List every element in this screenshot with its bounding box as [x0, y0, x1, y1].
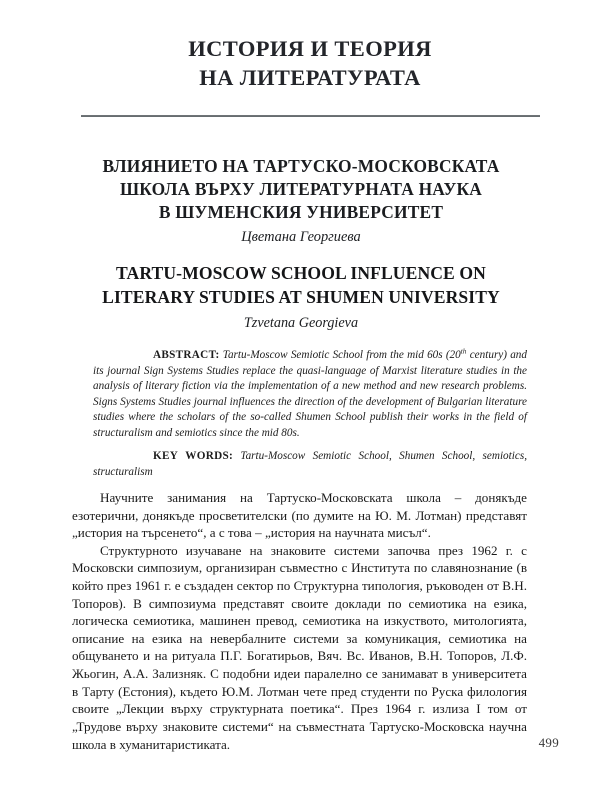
- keywords-paragraph: [93, 449, 527, 480]
- article-title-bulgarian-line-3: В ШУМЕНСКИЯ УНИВЕРСИТЕТ: [158, 202, 444, 223]
- abstract-paragraph: [93, 348, 527, 441]
- running-head-line-1: ИСТОРИЯ И ТЕОРИЯ: [188, 36, 432, 61]
- header-divider: [81, 115, 540, 117]
- body-paragraph-2: Структурното изучаване на знаковите системи започва през 1962 г. с Московски симпозиум, организиран съвместно с Института по славянознание (в който през 1961 г. е създаден сектор по Структурна типология, ръководен от В.Н. Топоров). В симпозиума представят своите доклади по семиотика на езика, логическа семиотика, машинен превод, семиотика на изкуството, митологията, описание на езика на невербалните системи за комуникация, семиотика на общуването и на ритуала П.Г. Богатирьов, Вяч. Вс. Иванов, В.Н. Топоров, Л.Ф. Жьогин, А.А. Зализняк. С подобни идеи паралелно се занимават в университета в Тарту (Естония), където Ю.М. Лотман чете пред студенти по Руска филология своите „Лекции върху структурната поетика“. През 1964 г. излиза I том от „Трудове върху знаковите системи“ на съвместната Тартуско-Московска научна школа в хуманитаристиката.: [72, 542, 527, 752]
- abstract-text-part-1: Tartu-Moscow Semiotic School from the mid 60s (20: [219, 349, 461, 361]
- article-body: [72, 489, 527, 753]
- page-number: 499: [538, 735, 559, 750]
- abstract-label: ABSTRACT:: [153, 349, 220, 361]
- abstract-text-part-2: century) and its journal Sign Systems Studies replace the quasi-language of Marxist literature studies in the analysis of literary fiction via the implementation of a new method and new research problems. Signs Systems Studies journal influences the direction of the development of Bulgarian literature studies where the scholars of the so-called Shumen School publish their works in the field of structuralism and semiotics since the mid 80s.: [93, 349, 527, 439]
- running-head-line-2: НА ЛИТЕРАТУРАТА: [199, 65, 421, 91]
- article-title-bulgarian-line-2: ШКОЛА ВЪРХУ ЛИТЕРАТУРНАТА НАУКА: [119, 179, 483, 200]
- author-name-english: Tzvetana Georgieva: [243, 315, 359, 331]
- article-title-english: [70, 262, 532, 310]
- running-head: [80, 34, 540, 93]
- keywords-text: Tartu-Moscow Semiotic School, Shumen School, semiotics, structuralism: [93, 450, 527, 478]
- article-title-bulgarian-line-1: ВЛИЯНИЕТО НА ТАРТУСКО-МОСКОВСКАТА: [102, 156, 500, 176]
- abstract-ordinal-suffix: th: [460, 346, 467, 356]
- article-title-bulgarian: [70, 155, 532, 224]
- body-paragraph-1: Научните занимания на Тартуско-Московската школа – донякъде езотерични, донякъде просветителски (по думите на Ю. М. Лотман) представят „история на търсенето“, а с това – „история на научната мисъл“.: [72, 490, 527, 541]
- article-title-english-line-2: LITERARY STUDIES AT SHUMEN UNIVERSITY: [102, 286, 500, 307]
- article-title-english-line-1: TARTU-MOSCOW SCHOOL INFLUENCE ON: [116, 263, 486, 283]
- author-name-bulgarian: Цветана Георгиева: [241, 229, 361, 245]
- keywords-label: KEY WORDS:: [153, 450, 233, 462]
